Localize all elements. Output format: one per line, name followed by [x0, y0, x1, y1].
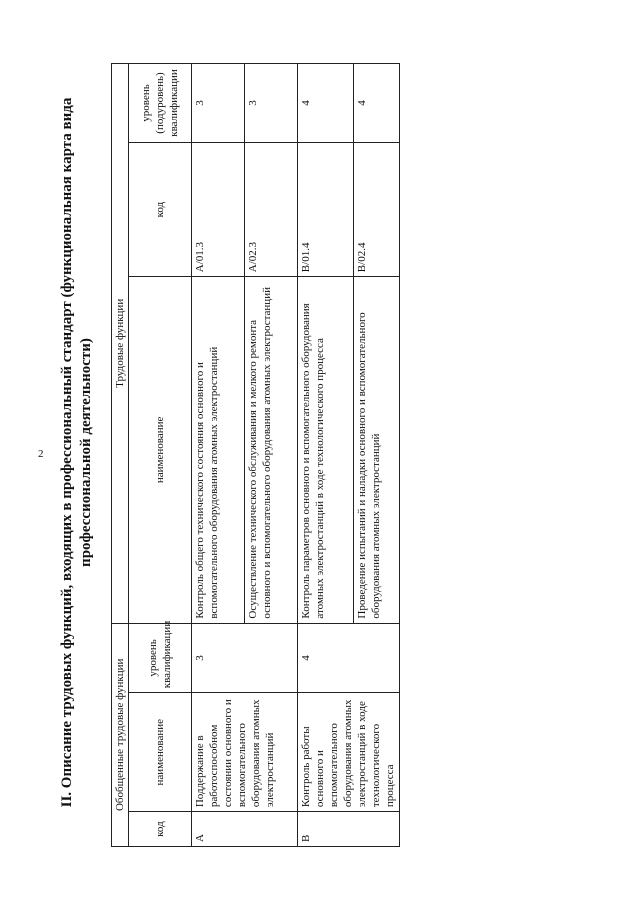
group-code: B [298, 812, 400, 847]
group-name: Поддержание в работоспособном состоянии основного и вспомогательного оборудования атомных электростанций [192, 693, 298, 812]
function-name: Контроль параметров основного и вспомогательного оборудования атомных электростанций в ходе технологического процесса [298, 277, 354, 623]
group-code: A [192, 812, 298, 847]
function-name: Проведение испытаний и наладки основного и вспомогательного оборудования атомных электростанций [354, 277, 400, 623]
function-name: Осуществление технического обслуживания и мелкого ремонта основного и вспомогательного оборудования атомных электростанций [245, 277, 298, 623]
generalized-functions-header: Обобщенные трудовые функции [112, 623, 129, 846]
qualification-level-header: уровень квалификации [129, 623, 192, 693]
function-code: B/01.4 [298, 142, 354, 276]
function-name-header: наименование [129, 277, 192, 623]
function-level: 4 [354, 64, 400, 143]
function-code: A/01.3 [192, 142, 245, 276]
code-header: код [129, 812, 192, 847]
function-name: Контроль общего технического состояния основного и вспомогательного оборудования атомных электростанций [192, 277, 245, 623]
function-level: 4 [298, 64, 354, 143]
sublevel-header: уровень (подуровень) квалификации [129, 64, 192, 143]
group-name: Контроль работы основного и вспомогательного оборудования атомных электростанций в ходе технологического процесса [298, 693, 400, 812]
section-title [58, 70, 96, 835]
function-code: A/02.3 [245, 142, 298, 276]
section-title-line1: II. Описание трудовых функций, входящих в профессиональный стандарт (функциональная карта вида [59, 97, 75, 808]
group-level: 3 [192, 623, 298, 693]
function-code: B/02.4 [354, 142, 400, 276]
function-level: 3 [245, 64, 298, 143]
function-code-header: код [129, 142, 192, 276]
table-header-row [112, 64, 129, 847]
table-row [192, 64, 245, 847]
group-level: 4 [298, 623, 400, 693]
name-header: наименование [129, 693, 192, 812]
table-row [298, 64, 354, 847]
table-subheader-row [129, 64, 192, 847]
page-number: 2 [38, 448, 44, 460]
labor-functions-table [111, 63, 400, 847]
labor-functions-header: Трудовые функции [112, 64, 129, 624]
section-title-line2: профессиональной деятельности) [78, 338, 94, 567]
function-level: 3 [192, 64, 245, 143]
